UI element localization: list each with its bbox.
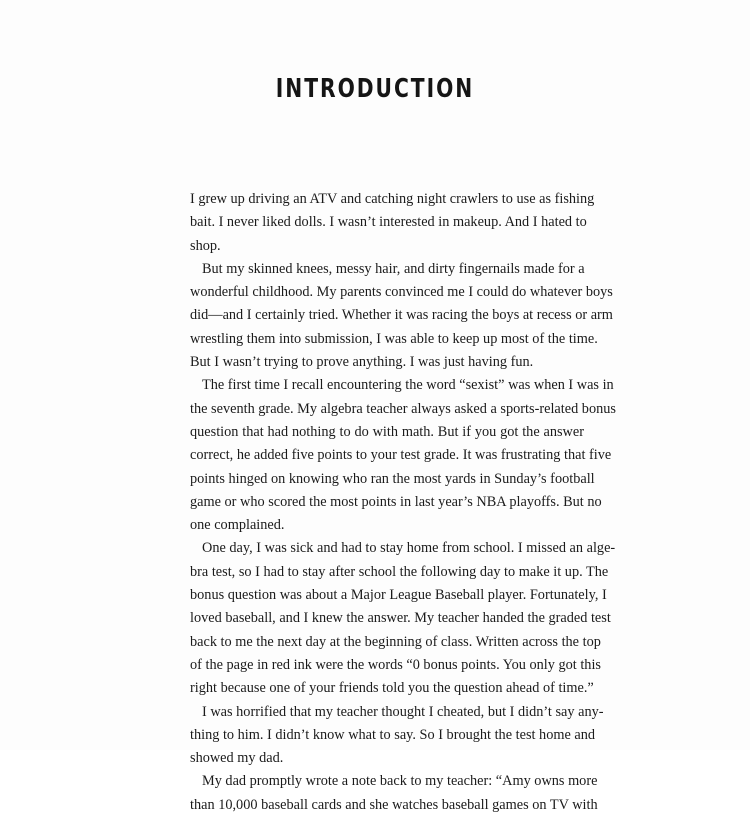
text-line: than 10,000 baseball cards and she watches baseball games on TV with [190,796,598,813]
text-line: of the page in red ink were the words “0 bonus points. You only got this [190,656,601,673]
text-line: But I wasn’t trying to prove anything. I was just having fun. [190,354,534,371]
text-line: one complained. [190,517,285,534]
text-line: wonderful childhood. My parents convinced me I could do whatever boys [190,284,613,301]
text-line: back to me the next day at the beginning of class. Written across the top [190,633,601,650]
text-line: bonus question was about a Major League Baseball player. Fortunately, I [190,587,607,604]
text-line: But my skinned knees, messy hair, and dirty fingernails made for a [202,260,585,277]
text-line: thing to him. I didn’t know what to say. So I brought the test home and [190,726,596,743]
text-line: showed my dad. [190,750,284,767]
text-line: bait. I never liked dolls. I wasn’t interested in makeup. And I hated to [190,214,587,231]
text-line: question that had nothing to do with math. But if you got the answer [190,423,584,440]
text-line: I was horrified that my teacher thought I cheated, but I didn’t say any- [202,703,604,720]
text-line: I grew up driving an ATV and catching night crawlers to use as fishing [190,191,595,207]
text-line: right because one of your friends told you the question ahead of time.” [190,680,594,697]
text-line: bra test, so I had to stay after school the following day to make it up. The [190,563,609,580]
text-line: the seventh grade. My algebra teacher always asked a sports-related bonus [190,400,616,417]
text-line: The first time I recall encountering the word “sexist” was when I was in [202,377,614,394]
text-line: One day, I was sick and had to stay home from school. I missed an alge- [202,540,616,557]
text-line: loved baseball, and I knew the answer. My teacher handed the graded test [190,610,611,627]
text-line: wrestling them into submission, I was able to keep up most of the time. [190,330,598,347]
chapter-title: INTRODUCTION [275,74,475,104]
text-line: points hinged on knowing who ran the most yards in Sunday’s football [190,470,595,487]
body-text [190,188,616,817]
text-line: correct, he added five points to your test grade. It was frustrating that five [190,447,612,464]
text-line: did—and I certainly tried. Whether it was racing the boys at recess or arm [190,307,613,324]
text-line: shop. [190,237,221,254]
text-line: game or who scored the most points in last year’s NBA playoffs. But no [190,493,602,510]
text-line: My dad promptly wrote a note back to my teacher: “Amy owns more [202,773,598,790]
